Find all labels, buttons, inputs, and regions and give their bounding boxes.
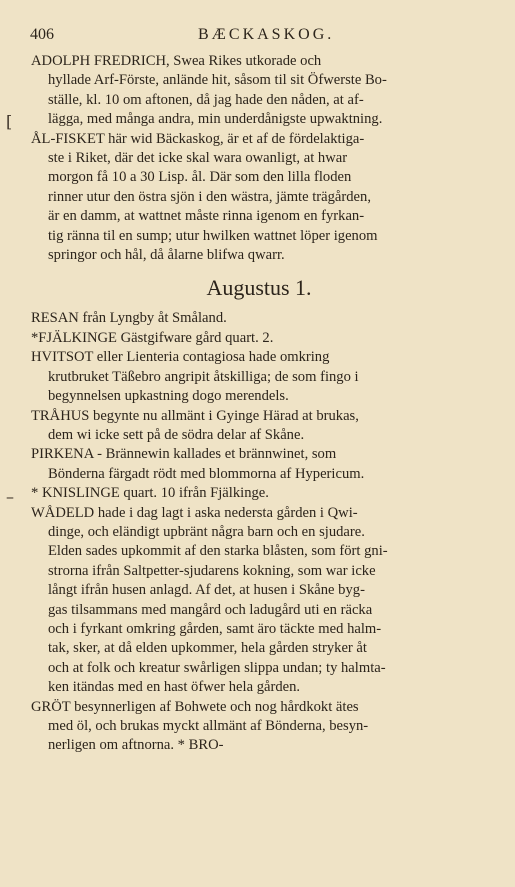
running-head: BÆCKASKOG. (198, 26, 335, 43)
text-line: dinge, och eländigt upbränt några barn och en sjudare. (48, 523, 365, 540)
text-line: HVITSOT eller Lienteria contagiosa hade omkring (31, 349, 330, 366)
text-line: springor och hål, då ålarne blifwa qwarr. (48, 247, 285, 264)
text-line: och at folk och kreatur swårligen slippa undan; ty halmta- (48, 659, 386, 676)
entry-adolph-fredrich (31, 52, 487, 130)
text-line: TRÅHUS begynte nu allmänt i Gyinge Härad at brukas, (31, 407, 359, 424)
text-line: krutbruket Täßebro angripit åtskilliga; de som fingo i (48, 368, 359, 385)
text-line: tak, sker, at då elden upkommer, hela gården stryker åt (48, 640, 367, 657)
text-line: PIRKENA - Brännewin kallades et brännwinet, som (31, 446, 337, 463)
section-heading: Augustus 1. (206, 275, 312, 301)
text-line: GRÖT besynnerligen af Bohwete och nog hårdkokt ätes (31, 698, 359, 715)
text-line: ADOLPH FREDRICH, Swea Rikes utkorade och (31, 53, 322, 69)
entry-fjalkinge (31, 329, 487, 348)
text-line: * KNISLINGE quart. 10 ifrån Fjälkinge. (31, 485, 269, 502)
text-line: nerligen om aftnorna. * BRO- (48, 737, 224, 754)
page-number: 406 (30, 26, 54, 43)
text-line: med öl, och brukas myckt allmänt af Bönderna, besyn- (48, 718, 369, 734)
text-line: är en damm, at wattnet måste rinna igenom en fyrkan- (48, 208, 365, 225)
text-line: gas tilsammans med mangård och ladugård uti en räcka (48, 601, 373, 618)
entry-hvitsot (31, 348, 487, 406)
text-line: Bönderna färgadt rödt med blommorna af Hypericum. (48, 465, 365, 482)
page-text (31, 52, 487, 756)
entry-pirkena (31, 445, 487, 484)
text-line: ken itändas med en hast öfwer hela gården. (48, 679, 301, 696)
page-header (30, 26, 490, 46)
text-line: ste i Riket, där det icke skal wara owanligt, at hwar (48, 150, 348, 167)
text-line: hyllade Arf-Förste, anlände hit, såsom til sit Öfwerste Bo- (48, 72, 387, 89)
entry-grot (31, 698, 487, 756)
text-line: WÅDELD hade i dag lagt i aska nedersta gården i Qwi- (31, 504, 358, 521)
text-line: tig ränna til en sump; utur hwilken wattnet löper igenom (48, 227, 378, 244)
text-line: morgon få 10 a 30 Lisp. ål. Där som den lilla floden (48, 169, 352, 186)
text-line: lägga, med många andra, min underdånigste upwaktning. (48, 111, 383, 128)
text-line: RESAN från Lyngby åt Småland. (31, 310, 227, 327)
text-line: långt ifrån husen anlagd. Af det, at husen i Skåne byg- (48, 582, 365, 599)
text-line: begynnelsen upkastning dogo merendels. (48, 388, 289, 405)
margin-bracket-mark: [ (6, 112, 13, 131)
text-line: strorna ifrån Saltpetter-sjudarens kokning, som war icke (48, 562, 376, 579)
entry-knislinge (31, 484, 487, 503)
text-line: ställe, kl. 10 om aftonen, då jag hade den nåden, at af- (48, 91, 364, 108)
text-line: dem wi icke sett på de södra delar af Skåne. (48, 426, 305, 443)
entry-trahus (31, 407, 487, 446)
entry-wadeld (31, 504, 487, 698)
text-line: Elden sades upkommit af den starka blåsten, som fört gni- (48, 543, 388, 560)
margin-dash-mark: – (6, 487, 14, 506)
entry-al-fisket (31, 130, 487, 266)
text-line: och i fyrkant omkring gården, samt äro täckte med halm- (48, 620, 382, 637)
text-line: *FJÄLKINGE Gästgifware gård quart. 2. (31, 329, 274, 346)
text-line: rinner utur den östra sjön i den wästra, jämte trägården, (48, 188, 371, 205)
text-line: ÅL-FISKET här wid Bäckaskog, är et af de fördelaktiga- (31, 130, 365, 147)
entry-resan (31, 309, 487, 328)
